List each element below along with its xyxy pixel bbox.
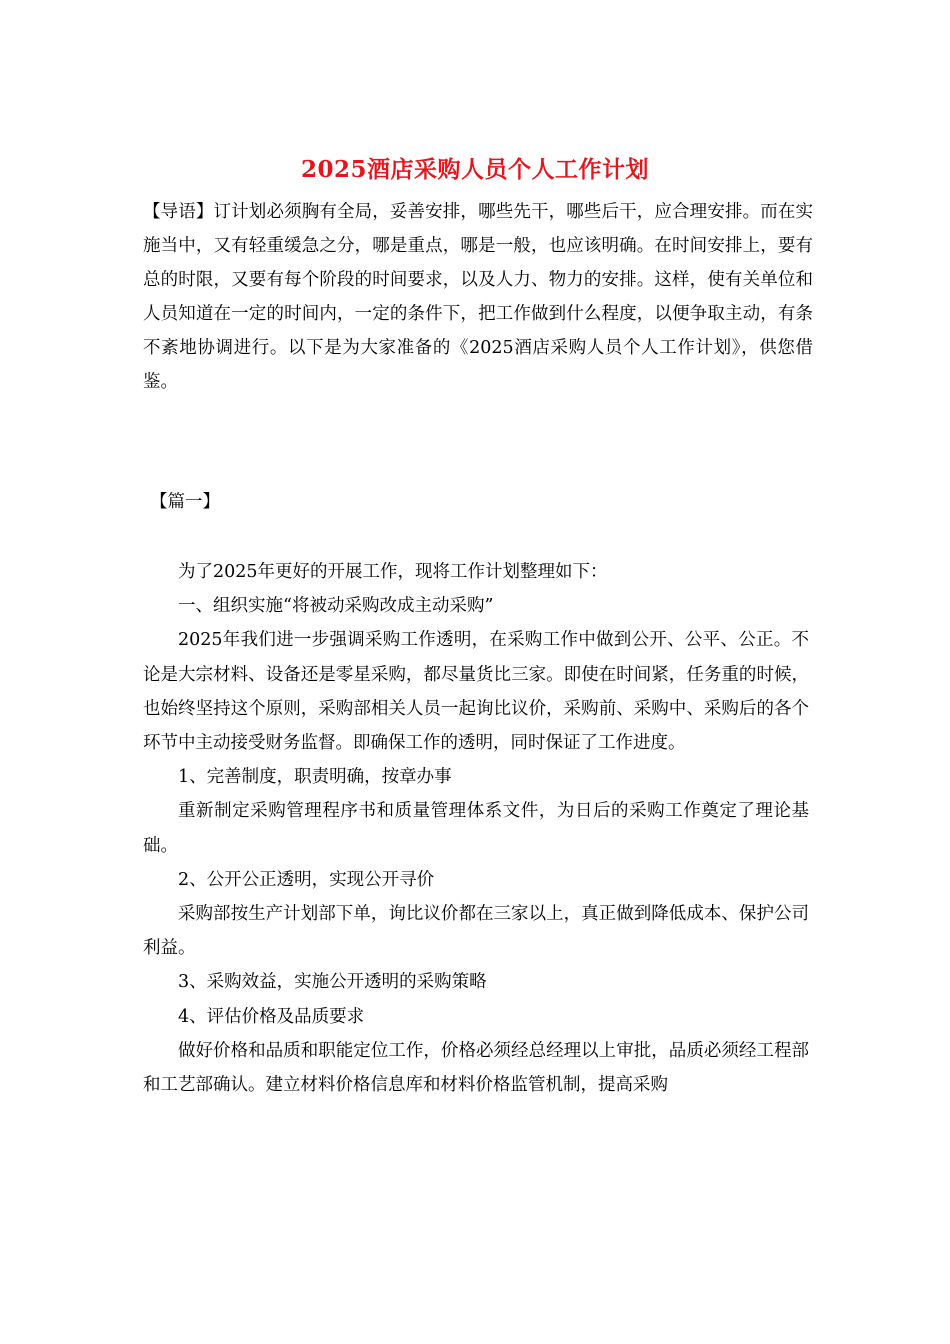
- body-text: [143, 555, 809, 1102]
- body-heading: 2、公开公正透明，实现公开寻价: [178, 869, 435, 890]
- body-paragraph: 为了2025年更好的开展工作，现将工作计划整理如下：: [178, 562, 608, 582]
- body-paragraph: 采购部按生产计划部下单，询比议价都在三家以上，真正做到降低成本、保护公司利益。: [143, 904, 809, 959]
- body-heading: 4、评估价格及品质要求: [178, 1006, 365, 1027]
- body-heading: 一、组织实施“将被动采购改成主动采购”: [178, 596, 494, 617]
- body-paragraph: 2025年我们进一步强调采购工作透明，在采购工作中做到公开、公平、公正。不论是大宗材料、设备还是零星采购，都尽量货比三家。即使在时间紧，任务重的时候，也始终坚持这个原则，采购部相关人员一起询比议价，采购前、采购中、采购后的各个环节中主动接受财务监督。即确保工作的透明，同时保证了工作进度。: [143, 630, 809, 754]
- section-heading: 【篇一】: [150, 492, 220, 512]
- intro-paragraph: 【导语】订计划必须胸有全局，妥善安排，哪些先干，哪些后干，应合理安排。而在实施当中，又有轻重缓急之分，哪是重点，哪是一般，也应该明确。在时间安排上，要有总的时限，又要有每个阶段的时间要求，以及人力、物力的安排。这样，使有关单位和人员知道在一定的时间内，一定的条件下，把工作做到什么程度，以便争取主动，有条不紊地协调进行。以下是为大家准备的《2025酒店采购人员个人工作计划》，供您借鉴。: [143, 202, 813, 392]
- document-title: 2025酒店采购人员个人工作计划: [300, 156, 649, 183]
- body-heading: 3、采购效益，实施公开透明的采购策略: [178, 972, 487, 993]
- body-paragraph: 重新制定采购管理程序书和质量管理体系文件，为日后的采购工作奠定了理论基础。: [143, 801, 809, 856]
- body-heading: 1、完善制度，职责明确，按章办事: [178, 767, 452, 788]
- body-paragraph: 做好价格和品质和职能定位工作，价格必须经总经理以上审批，品质必须经工程部和工艺部确认。建立材料价格信息库和材料价格监管机制，提高采购: [143, 1040, 809, 1096]
